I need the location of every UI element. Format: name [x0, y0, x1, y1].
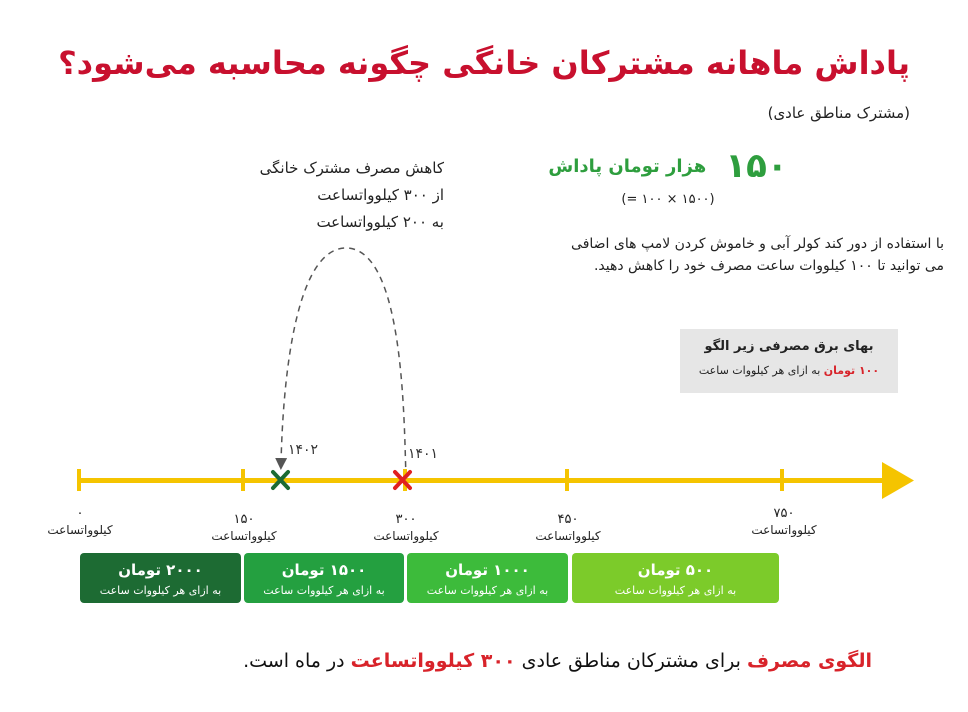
band-amount: ۵۰۰ تومان	[637, 561, 714, 579]
tick-label-750	[734, 506, 834, 538]
band-unit: به ازای هر کیلووات ساعت	[263, 584, 385, 597]
tick-value-150: ۱۵۰	[233, 512, 255, 527]
footer-pattern: الگوی مصرف	[746, 650, 872, 672]
timeline-arrow-icon	[882, 462, 914, 499]
tick-unit-750: کیلوواتساعت	[751, 523, 817, 537]
footer-statement	[112, 650, 872, 672]
price-band-500	[572, 553, 779, 603]
tick-value-750: ۷۵۰	[773, 506, 795, 521]
tick-unit-450: کیلوواتساعت	[535, 529, 601, 543]
tick-150	[241, 469, 245, 491]
reduction-line-3: به ۲۰۰ کیلوواتساعت	[316, 213, 444, 231]
tick-label-450	[518, 512, 618, 544]
timeline-bar	[78, 478, 884, 483]
reduction-line-2: از ۳۰۰ کیلوواتساعت	[317, 186, 444, 204]
tick-label-0	[30, 506, 130, 538]
price-band-2000	[80, 553, 241, 603]
year-1401: ۱۴۰۱	[408, 446, 439, 462]
footer-end: در ماه است.	[243, 650, 345, 672]
tick-value-450: ۴۵۰	[557, 512, 579, 527]
price-box-title: بهای برق مصرفی زیر الگو	[704, 339, 874, 354]
year-1402: ۱۴۰۲	[288, 442, 319, 458]
page-title: پاداش ماهانه مشترکان خانگی چگونه محاسبه می‌شود؟	[58, 44, 910, 82]
saving-tip-line-1: با استفاده از دور کند کولر آبی و خاموش کردن لامپ های اضافی	[571, 236, 944, 252]
footer-middle: برای مشترکان مناطق عادی	[521, 650, 741, 672]
price-box-price: ۱۰۰ تومان	[823, 364, 880, 377]
reward-label: هزار تومان پاداش	[548, 155, 707, 177]
tick-value-300: ۳۰۰	[395, 512, 417, 527]
tick-label-150	[194, 512, 294, 544]
saving-tip-line-2: می توانید تا ۱۰۰ کیلووات ساعت مصرف خود را کاهش دهید.	[593, 258, 944, 274]
tick-0	[77, 469, 81, 491]
price-band-1000	[407, 553, 568, 603]
reduction-line-1: کاهش مصرف مشترک خانگی	[259, 159, 444, 177]
band-unit: به ازای هر کیلووات ساعت	[99, 584, 222, 597]
price-box-unit: به ازای هر کیلووات ساعت	[698, 364, 821, 377]
band-amount: ۲۰۰۰ تومان	[118, 561, 203, 579]
tick-unit-150: کیلوواتساعت	[211, 529, 277, 543]
page-subtitle: (مشترک مناطق عادی)	[767, 104, 910, 122]
tick-450	[565, 469, 569, 491]
band-unit: به ازای هر کیلووات ساعت	[426, 584, 549, 597]
tick-unit-300: کیلوواتساعت	[373, 529, 439, 543]
footer-value: ۳۰۰ کیلوواتساعت	[350, 650, 516, 672]
price-band-1500	[244, 553, 404, 603]
band-amount: ۱۰۰۰ تومان	[445, 561, 530, 579]
reward-formula: (۱۵۰۰ × ۱۰۰ =)	[621, 192, 715, 207]
reward-amount: ۱۵۰	[725, 146, 788, 186]
tick-label-300	[356, 512, 456, 544]
tick-unit-0: کیلوواتساعت	[47, 523, 113, 537]
tick-750	[780, 469, 784, 491]
band-unit: به ازای هر کیلووات ساعت	[614, 584, 737, 597]
band-amount: ۱۵۰۰ تومان	[281, 561, 367, 579]
tick-value-0: ۰	[76, 506, 84, 521]
